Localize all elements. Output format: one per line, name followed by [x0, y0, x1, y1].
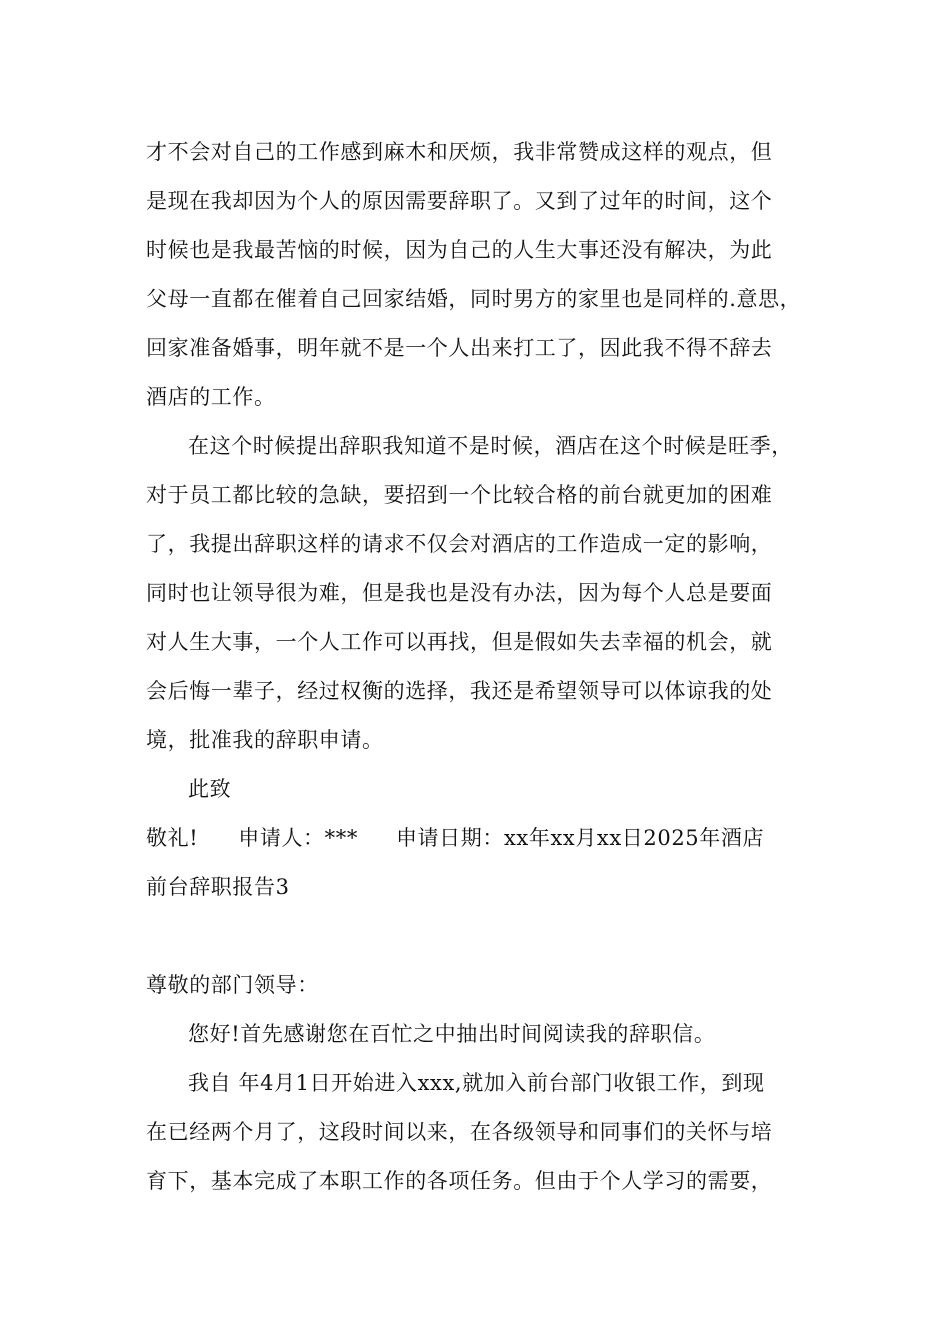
paragraph-line: 会后悔一辈子，经过权衡的选择，我还是希望领导可以体谅我的处 — [146, 679, 773, 703]
paragraph-line: 时候也是我最苦恼的时候，因为自己的人生大事还没有解决，为此 — [146, 238, 773, 262]
paragraph-line: 您好!首先感谢您在百忙之中抽出时间阅读我的辞职信。 — [188, 1022, 716, 1046]
paragraph-line: 在这个时候提出辞职我知道不是时候，酒店在这个时候是旺季， — [188, 434, 793, 458]
paragraph-line: 同时也让领导很为难，但是我也是没有办法，因为每个人总是要面 — [146, 581, 773, 605]
paragraph-line: 我自 年4月1日开始进入xxx,就加入前台部门收银工作，到现 — [188, 1071, 765, 1095]
paragraph-line: 在已经两个月了，这段时间以来，在各级领导和同事们的关怀与培 — [146, 1120, 773, 1144]
paragraph-line: 对人生大事，一个人工作可以再找，但是假如失去幸福的机会，就 — [146, 630, 773, 654]
signature-line — [146, 823, 764, 853]
paragraph-line: 父母一直都在催着自己回家结婚，同时男方的家里也是同样的.意思， — [146, 287, 802, 311]
paragraph-line: 回家准备婚事，明年就不是一个人出来打工了，因此我不得不辞去 — [146, 336, 773, 360]
date-text: 申请日期：xx年xx月xx日2025年酒店 — [395, 826, 765, 850]
paragraph-line: 是现在我却因为个人的原因需要辞职了。又到了过年的时间，这个 — [146, 189, 773, 213]
salutation: 尊敬的部门领导： — [146, 973, 319, 997]
applicant-text: 申请人：*** — [238, 826, 358, 850]
paragraph-line: 酒店的工作。 — [146, 385, 276, 409]
paragraph-line: 对于员工都比较的急缺，要招到一个比较合格的前台就更加的困难 — [146, 483, 773, 507]
regards-text: 敬礼! — [146, 826, 199, 850]
paragraph-line: 才不会对自己的工作感到麻木和厌烦，我非常赞成这样的观点，但 — [146, 140, 773, 164]
section-title: 前台辞职报告3 — [146, 875, 290, 899]
paragraph-line: 育下，基本完成了本职工作的各项任务。但由于个人学习的需要， — [146, 1169, 773, 1193]
closing-phrase: 此致 — [188, 777, 232, 801]
paragraph-line: 了，我提出辞职这样的请求不仅会对酒店的工作造成一定的影响， — [146, 532, 773, 556]
paragraph-line: 境，批准我的辞职申请。 — [146, 728, 384, 752]
